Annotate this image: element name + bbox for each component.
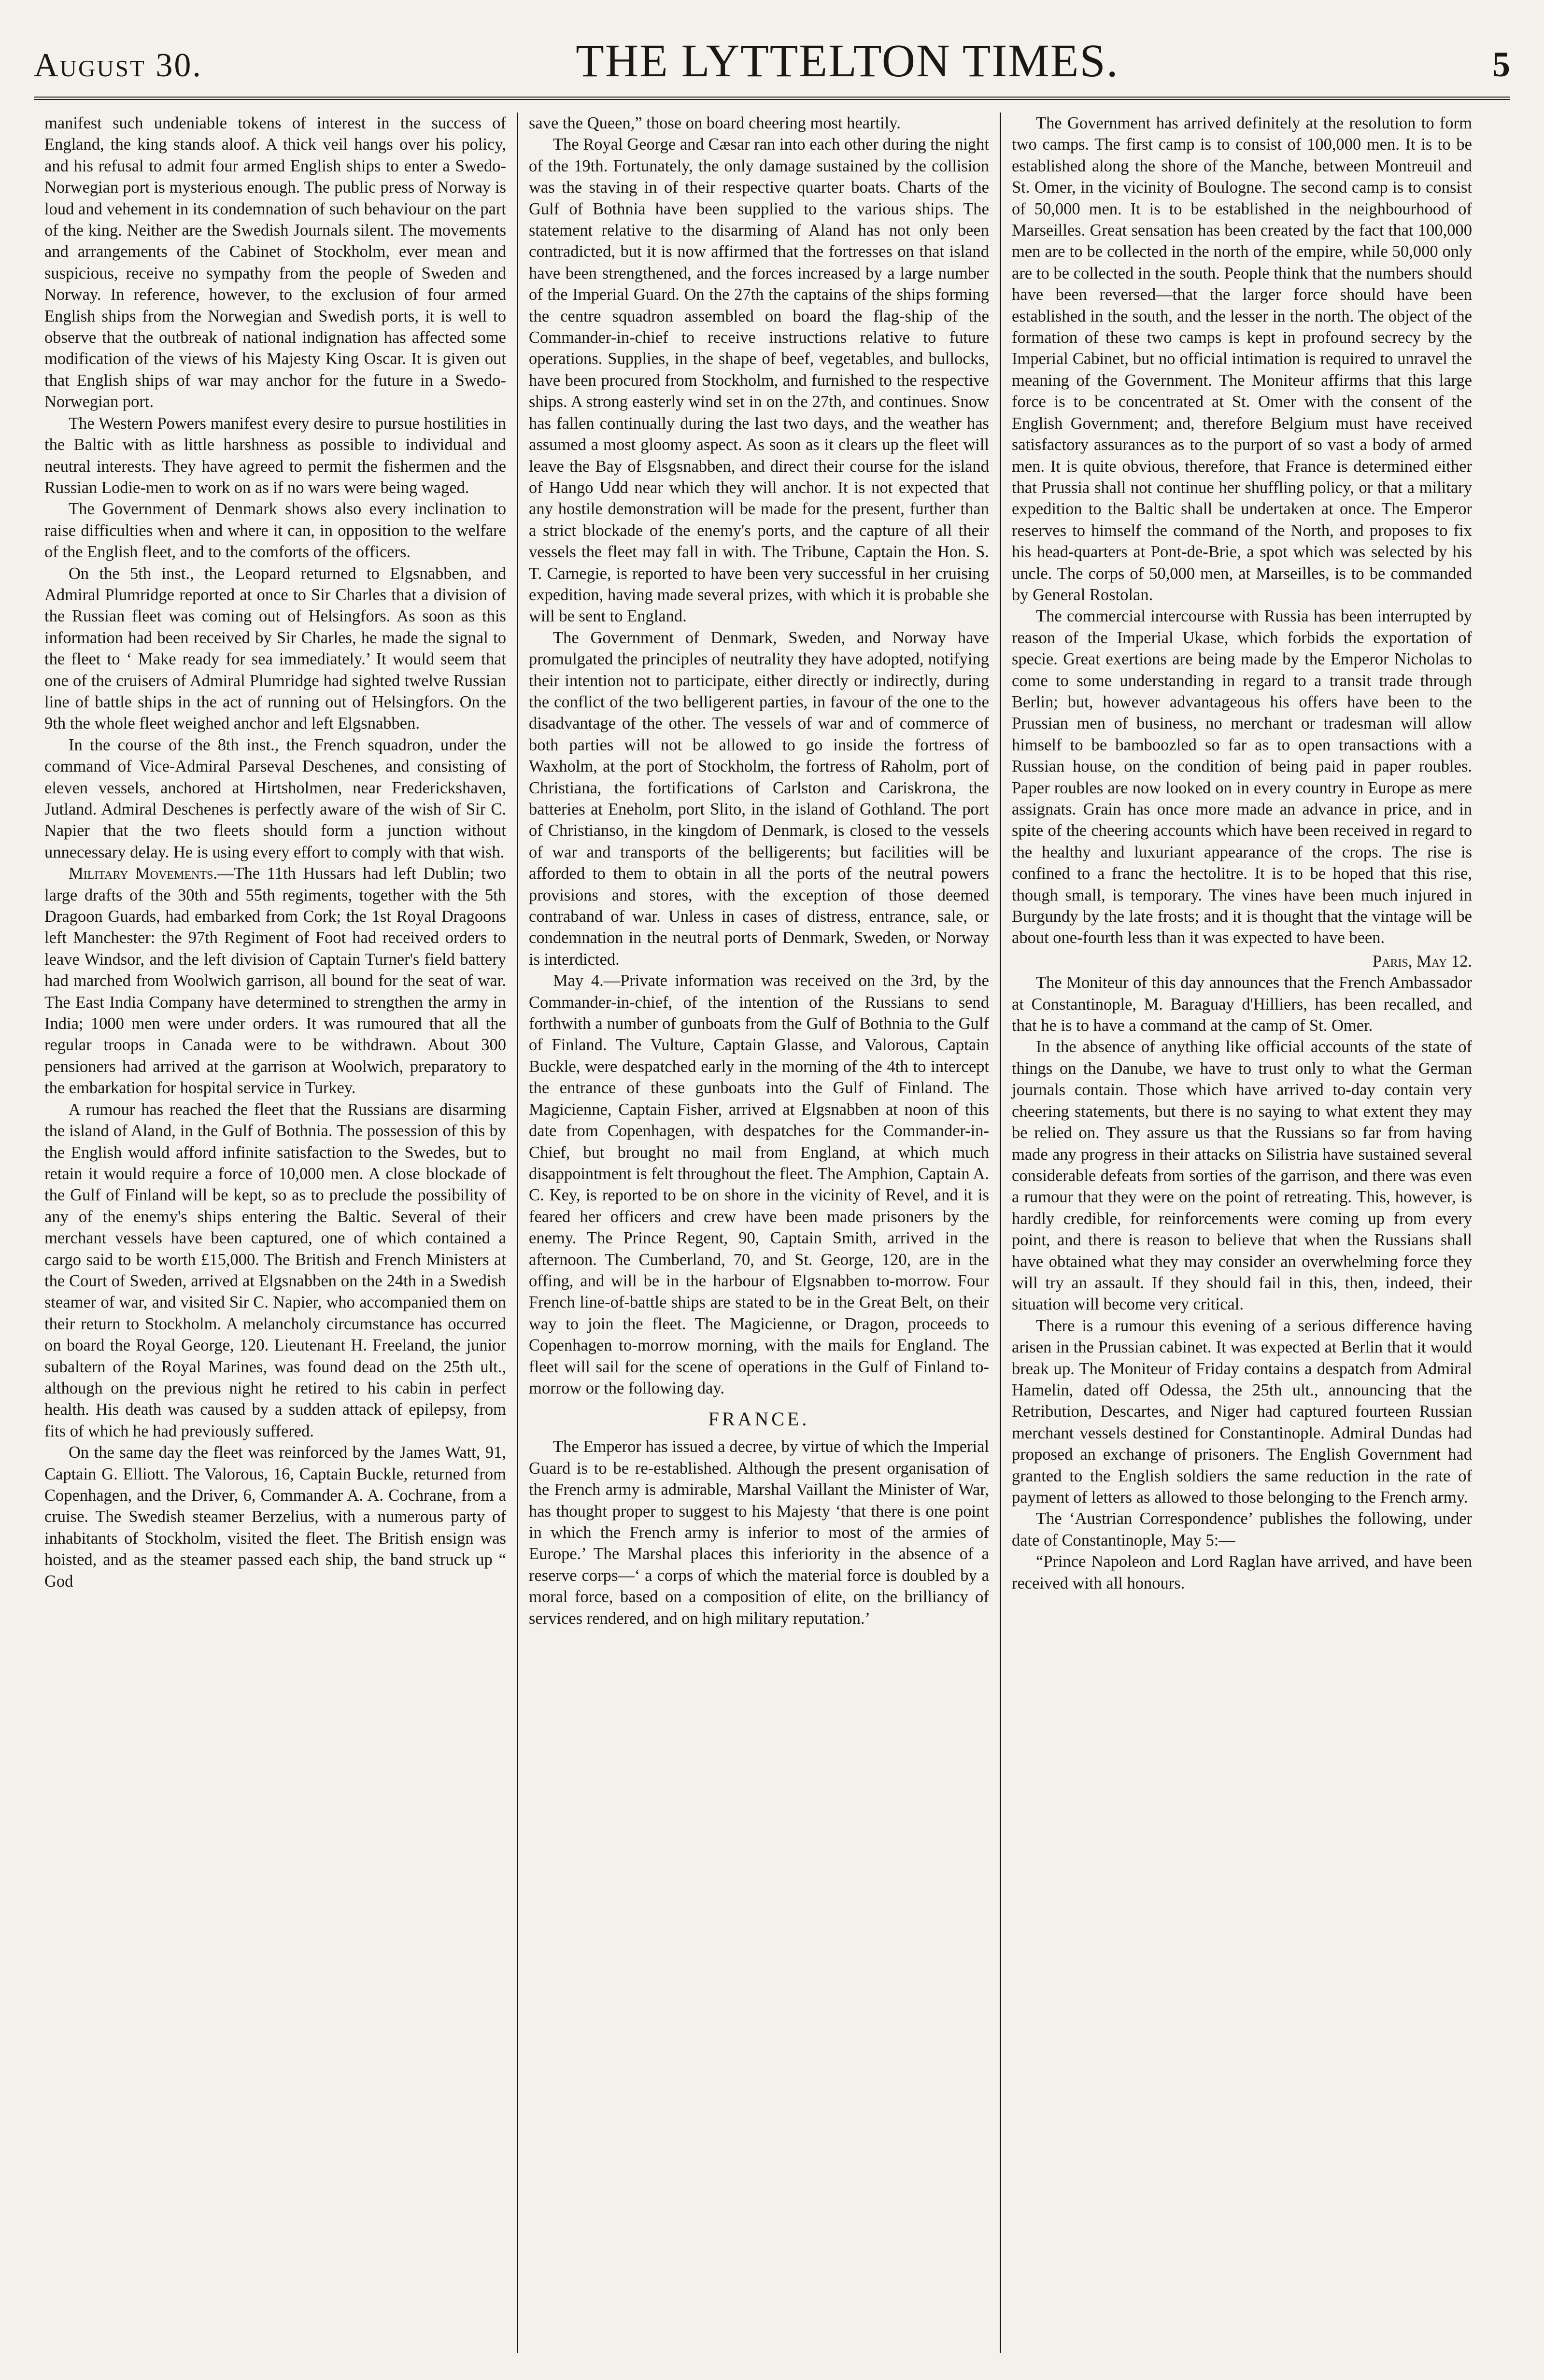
section-lead: Military Movements.	[69, 864, 217, 883]
section-heading-france: FRANCE.	[708, 1408, 810, 1430]
paragraph: On the same day the fleet was reinforced by the James Watt, 91, Captain G. Elliott. The Valorous, 16, Captain Buckle, returned from Copenhagen, and the Driver, 6, Commander A. A. Cochrane, from a cruise. The Swedish steamer Berzelius, with a numerous party of inhabitants of Stockholm, visited the fleet. The British ensign was hoisted, and as the steamer passed each ship, the band struck up “ God	[44, 1443, 506, 1591]
masthead	[34, 34, 1510, 100]
paragraph: manifest such undeniable tokens of interest in the success of England, the king stands aloof. A thick veil hangs over his policy, and his refusal to admit four armed English ships to enter a Swedo-Norwegian port is mysterious enough. The public press of Norway is loud and vehement in its condemnation of such behaviour on the part of the king. Neither are the Swedish Journals silent. The movements and arrangements of the Cabinet of Stockholm, ever mean and suspicious, receive no sympathy from the people of Sweden and Norway. In reference, however, to the exclusion of four armed English ships from the Norwegian and Swedish ports, it is well to observe that the outbreak of national indignation has affected some modification of the views of his Majesty King Oscar. It is given out that English ships of war may anchor for the future in a Swedo-Norwegian port.	[44, 114, 506, 411]
paragraph: The Western Powers manifest every desire to pursue hostilities in the Baltic with as little harshness as possible to individual and neutral interests. They have agreed to permit the fishermen and the Russian Lodie-men to work on as if no wars were being waged.	[44, 414, 506, 497]
paragraph: The ‘Austrian Correspondence’ publishes the following, under date of Constantinople, May 5:—	[1012, 1509, 1472, 1549]
paragraph-military-movements	[44, 863, 506, 1098]
paragraph: save the Queen,” those on board cheering most heartily.	[529, 114, 901, 132]
paragraph: May 4.—Private information was received on the 3rd, by the Commander-in-chief, of the intention of the Russians to send forthwith a number of gunboats from the Gulf of Bothnia to the Gulf of Finland. The Vulture, Captain Glasse, and Valorous, Captain Buckle, were despatched early in the morning of the 4th to intercept the entrance of these gunboats into the Gulf of Finland. The Magicienne, Captain Fisher, arrived at Elgsnabben at noon of this date from Copenhagen, with despatches for the Commander-in-Chief, but brought no mail from England, at which much disappointment is felt throughout the fleet. The Amphion, Captain A. C. Key, is reported to be on shore in the vicinity of Revel, and it is feared her officers and crew have been made prisoners by the enemy. The Prince Regent, 90, Captain Smith, arrived in the afternoon. The Cumberland, 70, and St. George, 120, are in the offing, and will be in the harbour of Elgsnabben to-morrow. Four French line-of-battle ships are stated to be in the Great Belt, on their way to join the fleet. The Magicienne, or Dragon, proceeds to Copenhagen to-morrow morning, with the mails for England. The fleet will sail for the scene of operations in the Gulf of Finland to-morrow or the following day.	[529, 972, 989, 1397]
column-1	[34, 113, 517, 2353]
paragraph-body: —The 11th Hussars had left Dublin; two large drafts of the 30th and 55th regiments, together with the 5th Dragoon Guards, had embarked from Cork; the 1st Royal Dragoons left Manchester: the 97th Regiment of Foot had received orders to leave Windsor, and the left division of Captain Turner's field battery had marched from Woolwich garrison, all bound for the seat of war. The East India Company have determined to strengthen the army in India; 1000 men were under orders. It was rumoured that all the regular troops in Canada were to be withdrawn. About 300 pensioners had arrived at the garrison at Woolwich, preparatory to the embarkation for hospital service in Turkey.	[44, 864, 506, 1098]
issue-date: August 30.	[34, 47, 202, 84]
paragraph: The Government has arrived definitely at the resolution to form two camps. The first camp is to consist of 100,000 men. It is to be established along the shore of the Manche, between Montreuil and St. Omer, in the vicinity of Boulogne. The second camp is to consist of 50,000 men. It is to be established in the neighbourhood of Marseilles. Great sensation has been created by the fact that 100,000 men are to be collected in the north of the empire, while 50,000 only are to be collected in the south. People think that the numbers should have been reversed—that the larger force should have been established in the south, and the lesser in the north. The object of the formation of these two camps is kept in profound secrecy by the Imperial Cabinet, but no official intimation is required to unravel the meaning of the Government. The Moniteur affirms that this large force is to be concentrated at St. Omer with the consent of the English Government; and, therefore Belgium must have received satisfactory assurances as to the purport of so vast a body of armed men. It is quite obvious, therefore, that France is determined either that Prussia shall not continue her shuffling policy, or that a military expedition to the Baltic shall be undertaken at once. The Emperor reserves to himself the command of the North, and proposes to fix his head-quarters at Pont-de-Brie, a spot which was selected by his uncle. The corps of 50,000 men, at Marseilles, is to be commanded by General Rostolan.	[1012, 114, 1472, 604]
page-number: 5	[1492, 45, 1510, 84]
paragraph: “Prince Napoleon and Lord Raglan have arrived, and have been received with all honours.	[1012, 1552, 1472, 1592]
column-3	[1000, 113, 1483, 2353]
column-2	[517, 113, 1000, 2353]
paragraph: The Government of Denmark shows also every inclination to raise difficulties when and where it can, in opposition to the welfare of the English fleet, and to the comforts of the officers.	[44, 500, 506, 562]
paragraph: The Royal George and Cæsar ran into each other during the night of the 19th. Fortunately, the only damage sustained by the collision was the staving in of their respective quarter boats. Charts of the Gulf of Bothnia have been supplied to the various ships. The statement relative to the disarming of Aland has not only been contradicted, but it is now affirmed that the fortresses on that island have been strengthened, and the forces increased by a large number of the Imperial Guard. On the 27th the captains of the ships forming the centre squadron assembled on board the flag-ship of the Commander-in-chief to receive instructions relative to future operations. Supplies, in the shape of beef, vegetables, and bullocks, have been procured from Stockholm, and furnished to the respective ships. A strong easterly wind set in on the 27th, and continues. Snow has fallen continually during the last two days, and the weather has assumed a most gloomy aspect. As soon as it clears up the fleet will leave the Bay of Elsgsnabben, and direct their course for the island of Hango Udd near which they will anchor. It is not expected that any hostile demonstration will be made for the present, further than a strict blockade of the enemy's ports, and the capture of all their vessels the fleet may fall in with. The Tribune, Captain the Hon. S. T. Carnegie, is reported to have been very successful in her cruising expedition, having made several prizes, with which it is probable she will be sent to England.	[529, 135, 989, 626]
paragraph: The Moniteur of this day announces that the French Ambassador at Constantinople, M. Baraguay d'Hilliers, has been recalled, and that he is to have a command at the camp of St. Omer.	[1012, 973, 1472, 1035]
paragraph: The Government of Denmark, Sweden, and Norway have promulgated the principles of neutrality they have adopted, notifying their intention not to participate, either directly or indirectly, during the conflict of the two belligerent parties, in favour of the one to the disadvantage of the other. The vessels of war and of commerce of both parties will not be allowed to go inside the fortress of Waxholm, at the port of Stockholm, the fortress of Raholm, port of Christiana, the fortifications of Carlston and Cariskrona, the batteries at Eneholm, port Slito, in the island of Gothland. The port of Christianso, in the kingdom of Denmark, is closed to the vessels of war and transports of the belligerents; but facilities will be afforded to them to obtain in all the ports of the neutral powers provisions and stores, with the exception of those deemed contraband of war. Unless in cases of distress, entrance, sale, or condemnation in the neutral ports of Denmark, Sweden, or Norway is interdicted.	[529, 628, 989, 969]
paragraph: A rumour has reached the fleet that the Russians are disarming the island of Aland, in the Gulf of Bothnia. The possession of this by the English would afford infinite satisfaction to the Swedes, but to retain it would require a force of 10,000 men. A close blockade of the Gulf of Finland will be kept, so as to preclude the possibility of any of the enemy's ships entering the Baltic. Several of their merchant vessels have been captured, one of which contained a cargo said to be worth £15,000. The British and French Ministers at the Court of Sweden, arrived at Elgsnabben on the 24th in a Swedish steamer of war, and visited Sir C. Napier, who accompanied them on their return to Stockholm. A melancholy circumstance has occurred on board the Royal George, 120. Lieutenant H. Freeland, the junior subaltern of the Royal Marines, was found dead on the 25th ult., although on the previous night he retired to his cabin in perfect health. His death was caused by a sudden attack of epilepsy, from fits of which he had previously suffered.	[44, 1100, 506, 1440]
paragraph: The commercial intercourse with Russia has been interrupted by reason of the Imperial Ukase, which forbids the exportation of specie. Great exertions are being made by the Emperor Nicholas to come to some understanding in regard to a transit trade through Berlin; but, however advantageous his offers have been to the Prussian men of business, no merchant or tradesman will allow himself to be bamboozled so far as to open transactions with a Russian house, on the condition of being paid in paper roubles. Paper roubles are now looked on in every country in Europe as mere assignats. Grain has once more made an advance in price, and in spite of the cheering accounts which have been received in regard to the healthy and luxuriant appearance of the crops. The rise is confined to a franc the hectolitre. It is to be hoped that this rise, though small, is temporary. The vines have been much injured in Burgundy by the late frosts; and it is thought that the vintage will be about one-fourth less than it was expected to have been.	[1012, 607, 1472, 947]
paragraph: The Emperor has issued a decree, by virtue of which the Imperial Guard is to be re-established. Although the present organisation of the French army is admirable, Marshal Vaillant the Minister of War, has thought proper to suggest to his Majesty ‘that there is one point in which the French army is inferior to most of the armies of Europe.’ The Marshal places this inferiority in the absence of a reserve corps—‘ a corps of which the material force is doubled by a moral force, based on a composition of elite, on the brilliancy of services rendered, and on high military reputation.’	[529, 1437, 989, 1628]
newspaper-title: THE LYTTELTON TIMES.	[576, 35, 1119, 86]
paragraph: In the absence of anything like official accounts of the state of things on the Danube, we have to trust only to what the German journals contain. Those which have arrived to-day contain very cheering statements, but there is no saying to what extent they may be relied on. They assure us that the Russians so far from having made any progress in their attacks on Silistria have sustained several considerable defeats from sorties of the garrison, and there was even a rumour that they were on the point of retreating. This, however, is hardly credible, for reinforcements were coming up from every point, and there is reason to believe that when the Russians shall have obtained what they may consider an overwhelming force they will try an assault. If they should fail in this, then, indeed, their situation will become very critical.	[1012, 1038, 1472, 1314]
dateline: Paris, May 12.	[1372, 952, 1472, 971]
paragraph: In the course of the 8th inst., the French squadron, under the command of Vice-Admiral Parseval Deschenes, and consisting of eleven vessels, anchored at Hirtsholmen, near Frederickshaven, Jutland. Admiral Deschenes is perfectly aware of the wish of Sir C. Napier that the two fleets should form a junction without unnecessary delay. He is using every effort to comply with that wish.	[44, 735, 506, 861]
paragraph: There is a rumour this evening of a serious difference having arisen in the Prussian cabinet. It was expected at Berlin that it would break up. The Moniteur of Friday contains a despatch from Admiral Hamelin, dated off Odessa, the 25th ult., announcing that the Retribution, Descartes, and Niger had captured fourteen Russian merchant vessels destined for Constantinople. Admiral Dundas had proposed an exchange of prisoners. The English Government had granted to the English soldiers the same reduction in the rate of payment of letters as allowed to those belonging to the French army.	[1012, 1316, 1472, 1507]
article-columns	[34, 113, 1510, 2353]
paragraph: On the 5th inst., the Leopard returned to Elgsnabben, and Admiral Plumridge reported at once to Sir Charles that a division of the Russian fleet was coming out of Helsingfors. As soon as this information had been received by Sir Charles, he made the signal to the fleet to ‘ Make ready for sea immediately.’ It would seem that one of the cruisers of Admiral Plumridge had sighted twelve Russian line of battle ships in the act of running out of Helsingfors. On the 9th the whole fleet weighed anchor and left Elgsnabben.	[44, 564, 506, 733]
